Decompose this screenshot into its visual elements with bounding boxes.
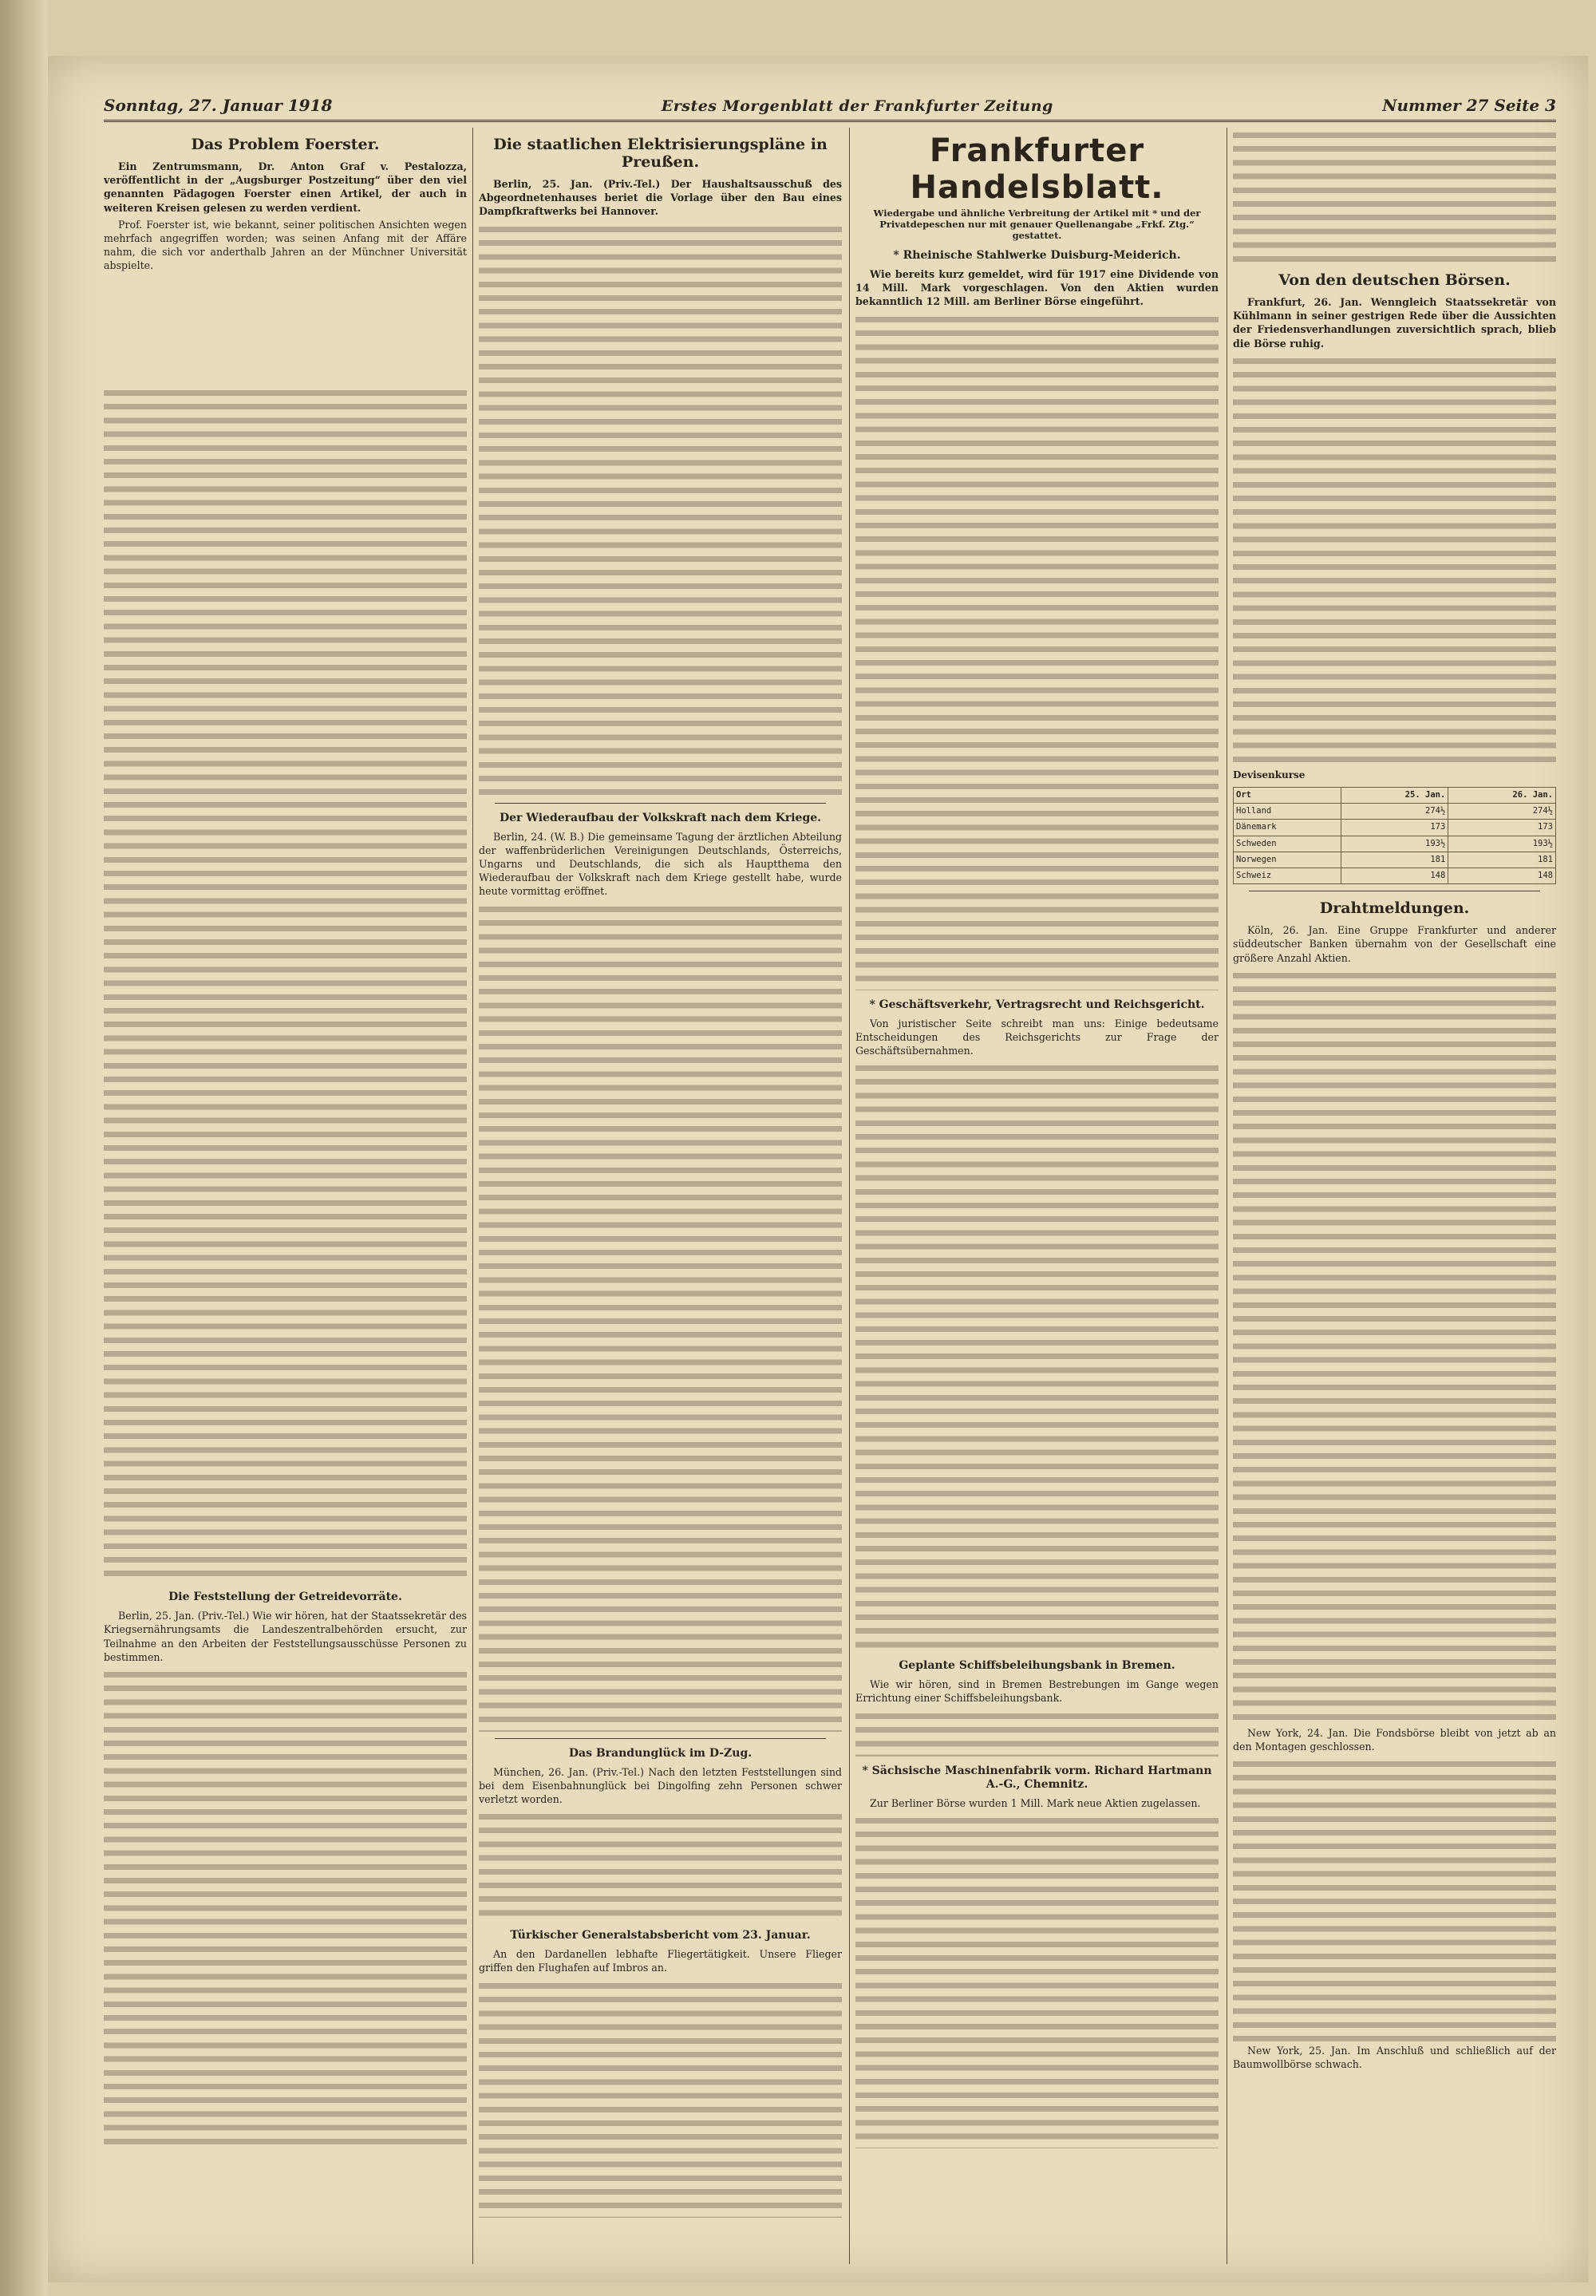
body-text-block [479,1978,842,2218]
table-cell: Dänemark [1234,820,1341,836]
article-headline: Türkischer Generalstabsbericht vom 23. Januar. [510,1929,811,1942]
column-3 [855,128,1219,2264]
body-text-block [855,1813,1219,2148]
article-headline: Die staatlichen Elektrisierungspläne in Preußen. [493,136,828,171]
article-paragraph: München, 26. Jan. (Priv.-Tel.) Nach den letzten Feststellungen sind bei dem Eisenbahnunglück bei Dingolfing zehn Personen schwer verletzt worden. [479,1765,842,1806]
body-text-block [1233,1757,1556,2044]
table-cell: 193½ [1448,836,1556,852]
body-text-block [1233,128,1556,263]
table-header-cell: 25. Jan. [1341,788,1448,804]
column-rule [849,128,850,2264]
article-paragraph: Wie bereits kurz gemeldet, wird für 1917 eine Dividende von 14 Mill. Mark vorgeschlagen. Von den Aktien wurden bekanntlich 12 Mill. am Berliner Börse eingeführt. [855,268,1219,308]
article-paragraph: Wie wir hören, sind in Bremen Bestrebungen im Gange wegen Errichtung einer Schiffsbeleihungsbank. [855,1678,1219,1705]
body-text-block [855,312,1219,990]
table-cell: Norwegen [1234,852,1341,867]
table-cell: 148 [1341,868,1448,884]
article-paragraph: New York, 25. Jan. Im Anschluß und schließlich auf der Baumwollbörse schwach. [1233,2045,1556,2071]
body-text-block [479,902,842,1732]
table-cell: 173 [1448,820,1556,836]
body-text-block [855,1709,1219,1757]
header-page-number: Nummer 27 Seite 3 [1382,96,1556,115]
article-paragraph: Berlin, 25. Jan. (Priv.-Tel.) Wie wir hören, hat der Staatssekretär des Kriegsernährungsamts die Landeszentralbehörden ersucht, zur Teilnahme an den Arbeiten der Feststellungsausschüsse Personen zu bestimmen. [104,1610,467,1663]
column-1 [104,128,467,2264]
article-paragraph: Köln, 26. Jan. Eine Gruppe Frankfurter und anderer süddeutscher Banken übernahm von der Gesellschaft eine größere Anzahl Aktien. [1233,924,1556,964]
table-row [1234,852,1556,867]
body-text-block [104,385,467,1583]
reprint-notice: Wiedergabe und ähnliche Verbreitung der Artikel mit * und der Privatdepeschen nur mit genauer Quellenangabe „Frkf. Ztg.“ gestattet. [873,207,1201,241]
article-headline: Geplante Schiffsbeleihungsbank in Bremen. [899,1659,1175,1673]
body-text-block [1233,968,1556,1726]
article-headline: Das Problem Foerster. [191,136,380,153]
table-header-cell: 26. Jan. [1448,788,1556,804]
body-text-block [104,276,467,386]
article-headline: * Sächsische Maschinenfabrik vorm. Richard Hartmann A.-G., Chemnitz. [862,1764,1212,1791]
table-cell: Schweiz [1234,868,1341,884]
article-paragraph: New York, 24. Jan. Die Fondsbörse bleibt von jetzt ab an den Montagen geschlossen. [1233,1726,1556,1753]
table-cell: 181 [1448,852,1556,867]
table-row [1234,836,1556,852]
article-headline: * Rheinische Stahlwerke Duisburg-Meiderich. [893,249,1181,262]
table-cell: 274½ [1341,804,1448,820]
article-paragraph: Prof. Foerster ist, wie bekannt, seiner politischen Ansichten wegen mehrfach angegriffen worden; was seinen Anfang mit der Affäre nahm, die sich vor anderthalb Jahren an der Münchner Universität abspielte. [104,218,467,272]
article-paragraph: Von juristischer Seite schreibt man uns: Einige bedeutsame Entscheidungen des Reichsgerichts zur Frage der Geschäftsübernahmen. [855,1017,1219,1057]
table-row [1234,804,1556,820]
article-headline: * Geschäftsverkehr, Vertragsrecht und Reichsgericht. [869,998,1205,1011]
table-title: Devisenkurse [1233,769,1306,780]
article-paragraph: Frankfurt, 26. Jan. Wenngleich Staatssekretär von Kühlmann in seiner gestrigen Rede über die Aussichten der Friedensverhandlungen zuversichtlich sprach, blieb die Börse ruhig. [1233,296,1556,350]
header-date: Sonntag, 27. Januar 1918 [104,96,333,115]
article-paragraph: Berlin, 24. (W. B.) Die gemeinsame Tagung der ärztlichen Abteilung der waffenbrüderlichen Vereinigungen Deutschlands, Österreichs, Ungarns und Deutschlands, die sich als Hauptthema den Wiederaufbau der Volkskraft nach dem Kriege gestellt habe, wurde heute vormittag eröffnet. [479,830,842,898]
article-headline: Drahtmeldungen. [1319,899,1470,918]
table-cell: 274½ [1448,804,1556,820]
section-masthead: Frankfurter Handelsblatt. [910,132,1164,206]
article-headline: Der Wiederaufbau der Volkskraft nach dem Kriege. [499,811,822,824]
article-headline: Von den deutschen Börsen. [1278,271,1511,289]
exchange-rates-table [1233,787,1556,884]
column-rule [472,128,473,2264]
article-paragraph: An den Dardanellen lebhafte Fliegertätigkeit. Unsere Flieger griffen den Flughafen auf Imbros an. [479,1948,842,1974]
section-divider [495,1738,826,1739]
body-text-block [479,1809,842,1921]
article-paragraph: Zur Berliner Börse wurden 1 Mill. Mark neue Aktien zugelassen. [870,1796,1201,1809]
body-text-block [855,1061,1219,1651]
article-paragraph: Ein Zentrumsmann, Dr. Anton Graf v. Pestalozza, veröffentlicht in der „Augsburger Postzeitung“ über den viel genannten Pädagogen Foerster einen Artikel, der auch in weiteren Kreisen gelesen zu werden verdient. [104,160,467,214]
body-text-block [104,1667,467,2146]
running-header [104,80,1556,122]
table-cell: 148 [1448,868,1556,884]
table-cell: 173 [1341,820,1448,836]
section-divider [495,803,826,804]
table-row [1234,868,1556,884]
column-4 [1233,128,1556,2264]
body-text-block [1233,354,1556,769]
article-headline: Die Feststellung der Getreidevorräte. [168,1591,402,1604]
table-cell: 181 [1341,852,1448,867]
article-headline: Das Brandunglück im D-Zug. [568,1746,753,1760]
header-edition: Erstes Morgenblatt der Frankfurter Zeitung [661,97,1053,115]
body-text-block [479,222,842,796]
article-paragraph: Berlin, 25. Jan. (Priv.-Tel.) Der Haushaltsausschuß des Abgeordnetenhauses beriet die Vorlage über den Bau eines Dampfkraftwerks bei Hannover. [479,178,842,218]
table-cell: Holland [1234,804,1341,820]
table-cell: Schweden [1234,836,1341,852]
table-header-cell: Ort [1234,788,1341,804]
table-cell: 193½ [1341,836,1448,852]
column-2 [479,128,842,2264]
table-row [1234,820,1556,836]
page-binding-edge [0,0,48,2296]
